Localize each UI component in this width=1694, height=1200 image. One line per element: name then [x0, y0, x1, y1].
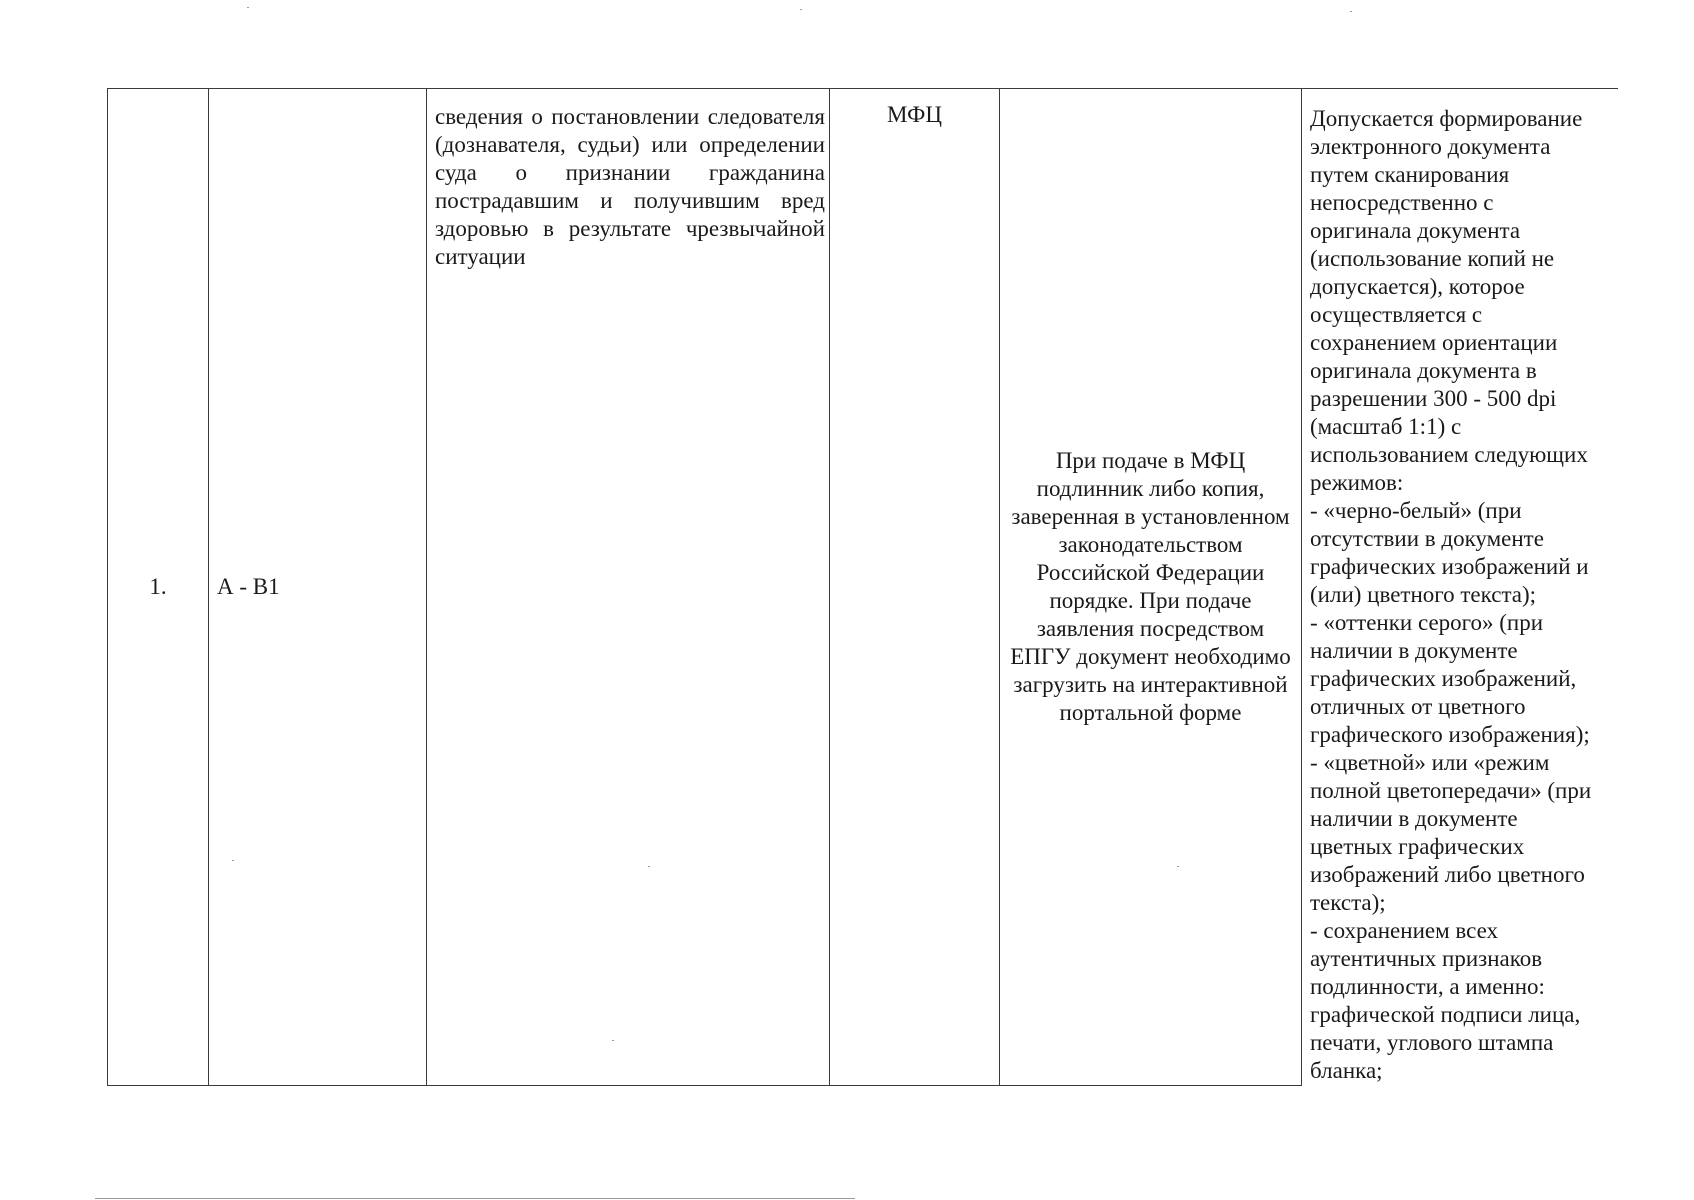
requirements-line: путем сканирования: [1310, 162, 1510, 187]
requirements-line: аутентичных признаков: [1310, 946, 1543, 971]
requirements-line: подлинности, а именно:: [1310, 974, 1545, 999]
page-bottom-rule: [95, 1198, 855, 1199]
table-row: [108, 89, 1618, 1086]
requirements-line: (или) цветного текста);: [1310, 582, 1537, 607]
requirements-line: Допускается формирование: [1310, 106, 1583, 131]
organization-name: МФЦ: [887, 102, 942, 127]
requirements-line: оригинала документа в: [1310, 358, 1537, 383]
requirements-line: допускается), которое: [1310, 274, 1525, 299]
requirements-cell: [1302, 89, 1618, 1086]
document-code: А - В1: [217, 573, 280, 599]
requirements-line: графической подписи лица,: [1310, 1002, 1581, 1027]
document-name: сведения о постановлении следователя (дознавателя, судьи) или определении суда о признании гражданина пострадавшим и получившим вред здоровью в результате чрезвычайной ситуации: [435, 104, 825, 269]
requirements-line: - «цветной» или «режим: [1310, 750, 1550, 775]
requirements-line: электронного документа: [1310, 134, 1551, 159]
requirements-line: режимов:: [1310, 470, 1404, 495]
scan-speck: [232, 860, 234, 861]
requirements-line: изображений либо цветного: [1310, 862, 1585, 887]
requirements-line: цветных графических: [1310, 834, 1525, 859]
scan-speck: [612, 1040, 614, 1041]
requirements-line: наличии в документе: [1310, 806, 1518, 831]
document-code-cell: [209, 89, 427, 1086]
scan-speck: [800, 9, 802, 10]
requirements-line: - «оттенки серого» (при: [1310, 610, 1544, 635]
requirements-line: разрешении 300 - 500 dpi: [1310, 386, 1557, 411]
document-name-cell: [427, 89, 830, 1086]
requirements-line: графических изображений,: [1310, 666, 1577, 691]
row-number: 1.: [149, 573, 167, 599]
requirements-line: (масштаб 1:1) с: [1310, 414, 1462, 439]
scan-speck: [648, 866, 650, 867]
scan-speck: [1350, 11, 1352, 12]
documents-table: [107, 88, 1618, 1086]
requirements-line: графического изображения);: [1310, 722, 1590, 747]
organization-cell: [830, 89, 1000, 1086]
requirements-line: наличии в документе: [1310, 638, 1518, 663]
scan-speck: [247, 7, 249, 8]
requirements-line: отсутствии в документе: [1310, 526, 1544, 551]
requirements-line: печати, углового штампа: [1310, 1030, 1554, 1055]
requirements-line: использованием следующих: [1310, 442, 1588, 467]
requirements-line: (использование копий не: [1310, 246, 1555, 271]
requirements-line: непосредственно с: [1310, 190, 1494, 215]
submission-conditions: При подаче в МФЦ подлинник либо копия, заверенная в установленном законодательством Российской Федерации порядке. При подаче заявления посредством ЕПГУ документ необходимо загрузить на интерактивной портальной форме: [1010, 447, 1291, 725]
requirements-text: [1310, 105, 1618, 1085]
submission-conditions-cell: [1000, 89, 1302, 1086]
requirements-line: бланка;: [1310, 1058, 1383, 1083]
requirements-line: отличных от цветного: [1310, 694, 1526, 719]
scan-speck: [1177, 866, 1179, 867]
requirements-line: сохранением ориентации: [1310, 330, 1558, 355]
requirements-line: - сохранением всех: [1310, 918, 1499, 943]
requirements-line: текста);: [1310, 890, 1386, 915]
requirements-line: осуществляется с: [1310, 302, 1483, 327]
requirements-line: графических изображений и: [1310, 554, 1589, 579]
requirements-line: оригинала документа: [1310, 218, 1521, 243]
requirements-line: полной цветопередачи» (при: [1310, 778, 1592, 803]
requirements-line: - «черно-белый» (при: [1310, 498, 1522, 523]
row-number-cell: [108, 89, 209, 1086]
